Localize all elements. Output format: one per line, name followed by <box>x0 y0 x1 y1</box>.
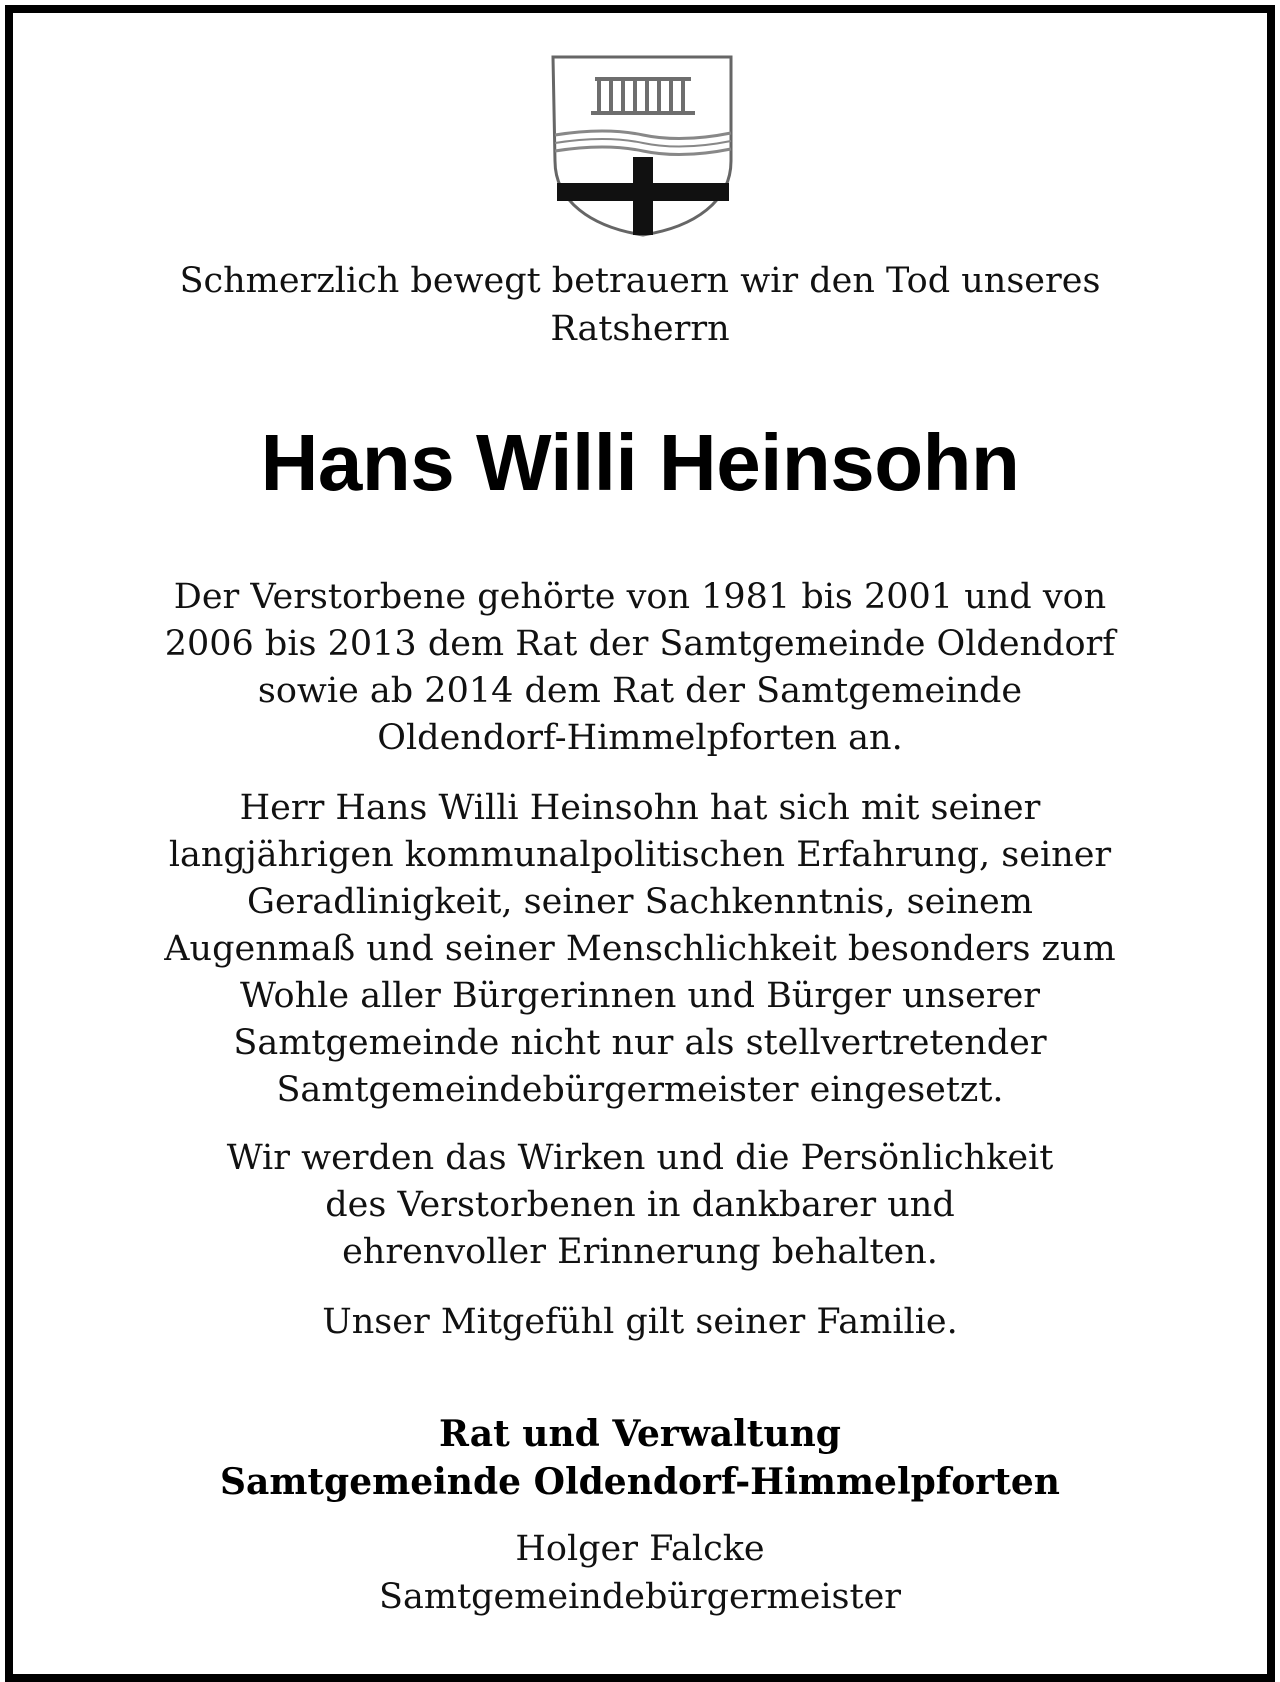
text-line: Der Verstorbene gehörte von 1981 bis 2001 und von <box>173 577 1107 617</box>
intro-text <box>73 257 1207 353</box>
text-line: Herr Hans Willi Heinsohn hat sich mit seiner <box>239 788 1041 828</box>
text-line: Oldendorf-Himmelpforten an. <box>377 718 903 758</box>
text-line: Samtgemeindebürgermeister eingesetzt. <box>276 1070 1004 1110</box>
text-line: 2006 bis 2013 dem Rat der Samtgemeinde Oldendorf <box>164 624 1116 664</box>
deceased-name: Hans Willi Heinsohn <box>260 418 1020 507</box>
municipal-coat-of-arms-icon <box>545 49 741 239</box>
text-line: Wir werden das Wirken und die Persönlichkeit <box>226 1138 1054 1178</box>
text-line: Augenmaß und seiner Menschlichkeit besonders zum <box>164 929 1116 969</box>
organization-line: Samtgemeinde Oldendorf-Himmelpforten <box>220 1461 1060 1503</box>
text-line: ehrenvoller Erinnerung behalten. <box>342 1232 938 1272</box>
tribute-paragraph <box>53 785 1227 1114</box>
signature-block <box>53 1525 1227 1621</box>
organization-line: Rat und Verwaltung <box>439 1413 841 1455</box>
text-line: des Verstorbenen in dankbarer und <box>325 1185 955 1225</box>
text-line: Geradlinigkeit, seiner Sachkenntnis, seinem <box>247 882 1033 922</box>
text-line: Wohle aller Bürgerinnen und Bürger unserer <box>239 976 1041 1016</box>
text-line: sowie ab 2014 dem Rat der Samtgemeinde <box>257 671 1023 711</box>
condolence-paragraph: Unser Mitgefühl gilt seiner Familie. <box>322 1302 958 1342</box>
organization-block <box>53 1410 1227 1506</box>
intro-line: Ratsherrn <box>550 309 730 349</box>
signer-title: Samtgemeindebürgermeister <box>378 1577 902 1617</box>
remembrance-paragraph <box>53 1135 1227 1276</box>
text-line: Samtgemeinde nicht nur als stellvertretender <box>233 1023 1047 1063</box>
text-line: langjährigen kommunalpolitischen Erfahrung, seiner <box>168 835 1112 875</box>
obituary-notice <box>5 5 1275 1682</box>
tenure-paragraph <box>53 574 1227 762</box>
intro-line: Schmerzlich bewegt betrauern wir den Tod unseres <box>179 261 1101 301</box>
signer-name: Holger Falcke <box>515 1529 765 1569</box>
